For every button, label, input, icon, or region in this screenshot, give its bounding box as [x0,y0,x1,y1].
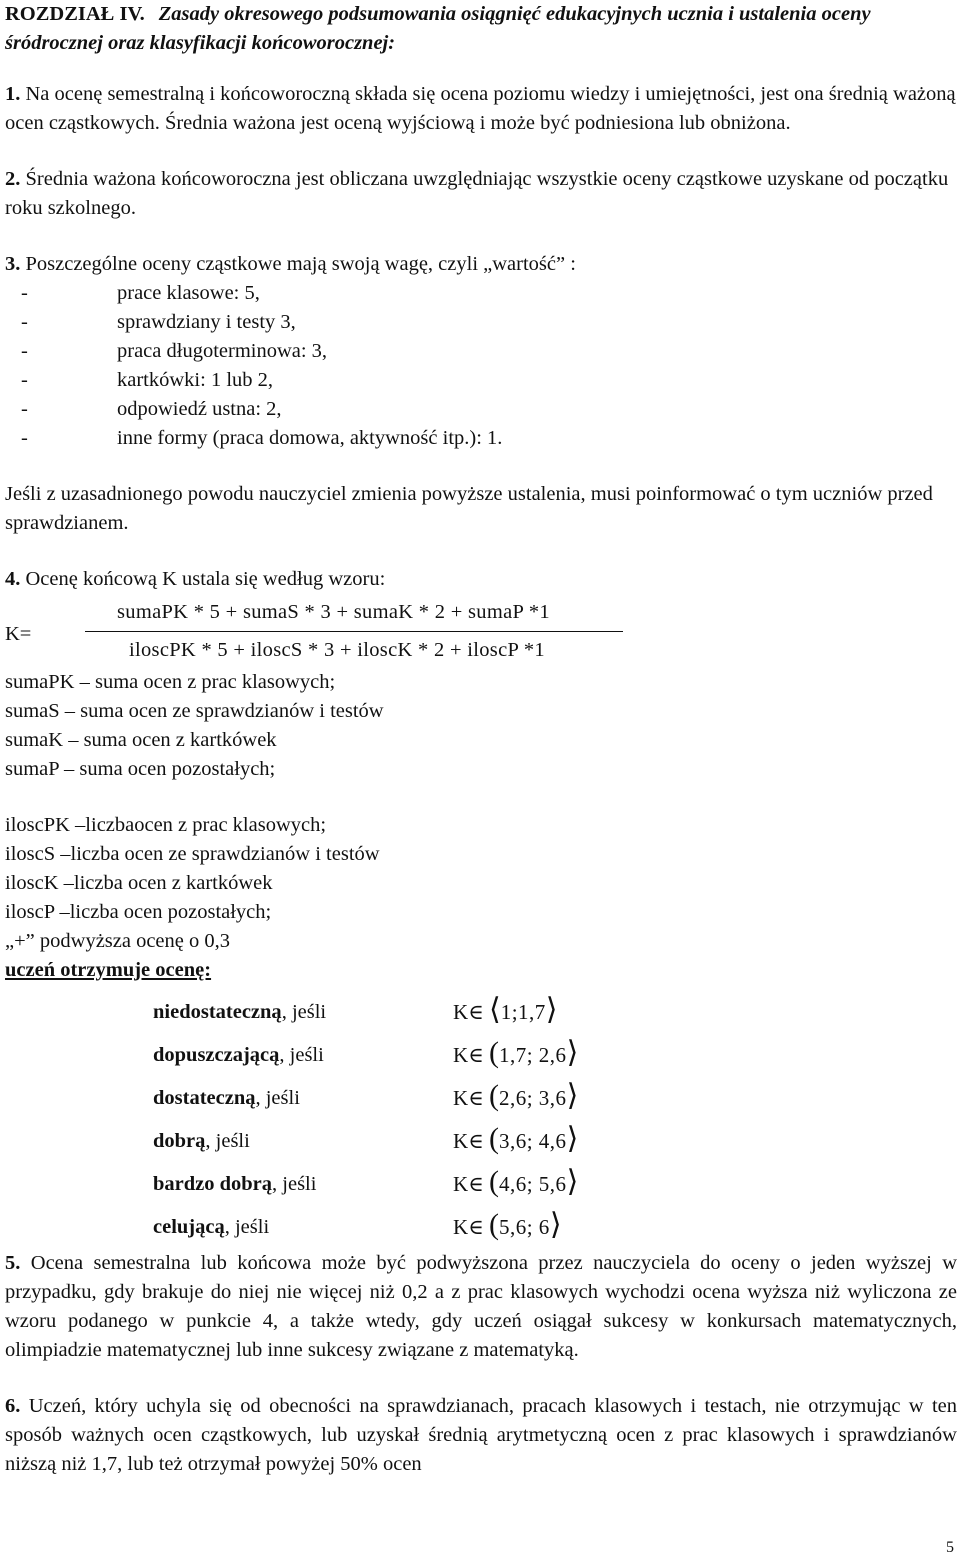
point-number: 5. [5,1252,21,1274]
definition: sumaPK – suma ocen z prac klasowych; [5,671,336,693]
point-3-note: Jeśli z uzasadnionego powodu nauczyciel zmienia powyższe ustalenia, musi poinformować o tym uczniów przed sprawdzianem. [5,483,933,534]
point-1 [5,80,957,138]
formula-numerator: sumaPK * 5 + sumaS * 3 + sumaK * 2 + sumaP *1 [117,601,550,623]
point-6 [5,1392,957,1479]
definition: iloscK –liczba ocen z kartkówek [5,872,273,894]
list-item: - inne formy (praca domowa, aktywność itp.): 1. [21,427,503,449]
list-item: - sprawdziany i testy 3, [21,311,296,333]
point-2 [5,165,957,223]
chapter-label: ROZDZIAŁ IV. [5,3,145,25]
page-number: 5 [946,1539,954,1556]
list-item: - odpowiedź ustna: 2, [21,398,282,420]
table-row: dostateczną, jeśli K∈ (2,6; 3,6⟩ [153,1079,579,1112]
sum-definitions [5,668,957,784]
table-row: dobrą, jeśli K∈ (3,6; 4,6⟩ [153,1122,579,1155]
point-text: Poszczególne oceny cząstkowe mają swoją wagę, czyli „wartość” : [25,253,576,275]
grades-heading: uczeń otrzymuje ocenę: [5,959,212,981]
grades-table [153,991,578,1249]
chapter-heading [5,0,957,58]
point-3 [5,250,957,279]
weights-list [5,279,957,453]
definition: sumaP – suma ocen pozostałych; [5,758,276,780]
table-row: bardzo dobrą, jeśli K∈ (4,6; 5,6⟩ [153,1165,579,1198]
point-number: 4. [5,568,21,590]
table-row: dopuszczającą, jeśli K∈ (1,7; 2,6⟩ [153,1036,579,1069]
point-number: 3. [5,253,21,275]
list-item: - kartkówki: 1 lub 2, [21,369,274,391]
formula-lhs: K= [5,623,32,645]
table-row: niedostateczną, jeśli K∈ ⟨1;1,7⟩ [153,993,558,1026]
point-text: Na ocenę semestralną i końcoworoczną składa się ocena poziomu wiedzy i umiejętności, jest ona średnią ważoną ocen cząstkowych. Średnia ważona jest oceną wyjściową i może być podniesiona lub obniżona. [5,83,956,134]
point-text: Ocena semestralna lub końcowa może być podwyższona przez nauczyciela do oceny o jeden wyższej w przypadku, gdy brakuje do niej nie więcej niż 0,2 a z prac klasowych wychodzi ocena wyższa niż wyliczona ze wzoru podanego w punkcie 4, a także wtedy, gdy uczeń osiągał sukcesy w konkursach matematycznych, olimpiadzie matematycznej lub inne sukcesy związane z matematyką. [5,1252,958,1361]
point-number: 2. [5,168,21,190]
document-page [5,0,957,1479]
definition: iloscS –liczba ocen ze sprawdzianów i testów [5,843,380,865]
definition: „+” podwyższa ocenę o 0,3 [5,930,231,952]
table-row: celującą, jeśli K∈ (5,6; 6⟩ [153,1208,562,1241]
chapter-title: Zasady okresowego podsumowania osiągnięć edukacyjnych ucznia i ustalenia oceny śródrocznej oraz klasyfikacji końcoworocznej: [5,3,871,54]
definition: sumaK – suma ocen z kartkówek [5,729,277,751]
definition: iloscP –liczba ocen pozostałych; [5,901,272,923]
point-number: 6. [5,1395,21,1417]
point-5 [5,1249,957,1365]
formula-denominator: iloscPK * 5 + iloscS * 3 + iloscK * 2 + iloscP *1 [129,639,545,661]
grade-formula [5,598,957,668]
definition: iloscPK –liczbaocen z prac klasowych; [5,814,327,836]
list-item: - prace klasowe: 5, [21,282,260,304]
definition: sumaS – suma ocen ze sprawdzianów i testów [5,700,384,722]
point-text: Uczeń, który uchyla się od obecności na sprawdzianach, pracach klasowych i testach, nie otrzymując w ten sposób ważnych ocen cząstkowych, lub uzyskał średnią arytmetyczną ocen z prac klasowych i sprawdzianów niższą niż 1,7, lub też otrzymał powyżej 50% ocen [5,1395,957,1475]
list-item: - praca długoterminowa: 3, [21,340,328,362]
count-definitions [5,811,957,956]
point-number: 1. [5,83,21,105]
point-text: Średnia ważona końcoworoczna jest obliczana uwzględniając wszystkie oceny cząstkowe uzyskane od początku roku szkolnego. [5,168,949,219]
point-text: Ocenę końcową K ustala się według wzoru: [25,568,386,590]
point-4 [5,565,957,594]
fraction-bar [85,631,623,632]
